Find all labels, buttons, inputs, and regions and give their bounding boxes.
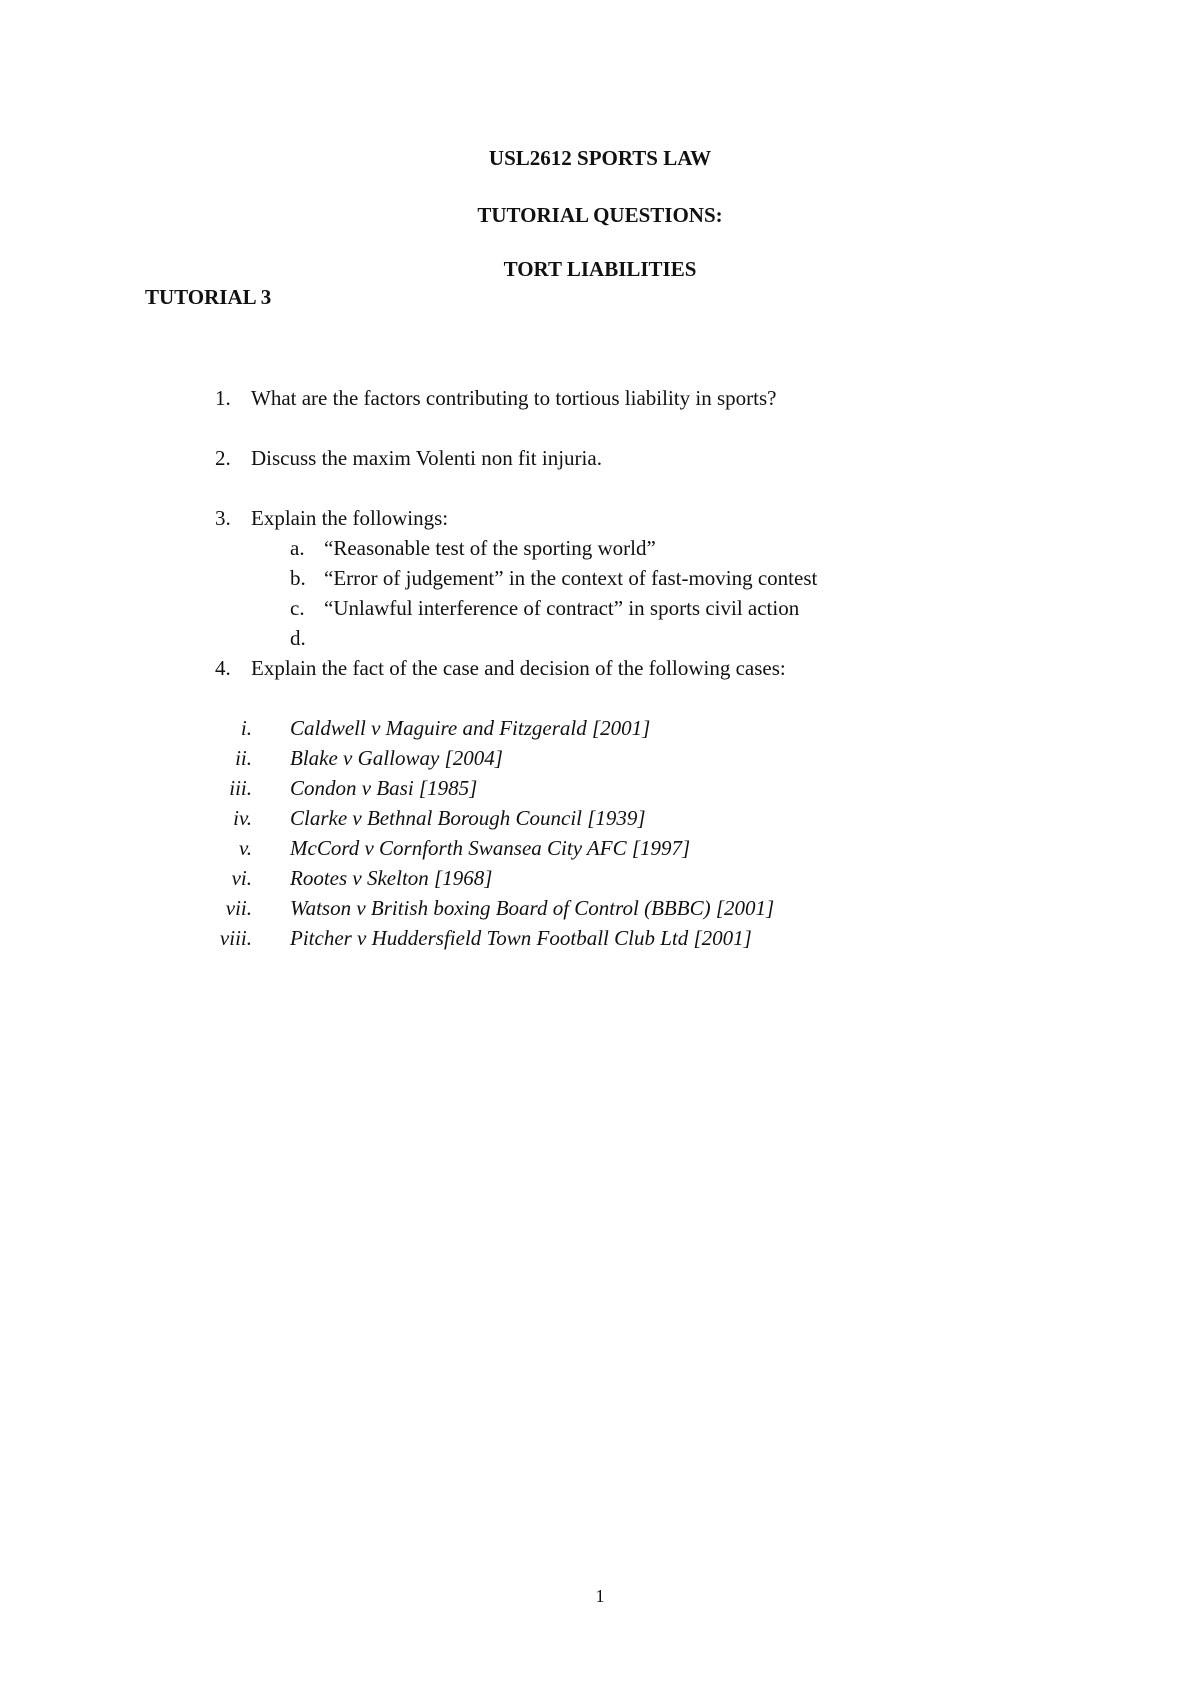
question-number: 3.: [215, 506, 231, 530]
sub-item-text: “Error of judgement” in the context of fast-moving contest: [324, 566, 818, 590]
sub-item-letter: d.: [290, 626, 306, 650]
course-title: USL2612 SPORTS LAW: [488, 146, 712, 170]
case-citation: Blake v Galloway [2004]: [290, 746, 503, 770]
question-text: Explain the fact of the case and decision of the following cases:: [251, 656, 786, 680]
question-text: Explain the followings:: [251, 506, 449, 530]
sub-item-text: “Unlawful interference of contract” in sports civil action: [324, 596, 800, 620]
question-text: Discuss the maxim Volenti non fit injuria.: [251, 446, 602, 470]
case-item: [290, 926, 1090, 952]
sub-item-letter: b.: [290, 566, 306, 590]
sub-item: [290, 536, 1090, 562]
question-item: [215, 506, 1115, 532]
case-item: [290, 896, 1090, 922]
case-numeral-box: [200, 776, 252, 802]
case-citation: Pitcher v Huddersfield Town Football Club Ltd [2001]: [290, 926, 752, 950]
topic-title: TORT LIABILITIES: [503, 257, 697, 281]
sub-item-letter: a.: [290, 536, 305, 560]
case-item: [290, 836, 1090, 862]
case-numeral-box: [200, 836, 252, 862]
page-number: 1: [595, 1586, 605, 1606]
question-number: 2.: [215, 446, 231, 470]
case-item: [290, 716, 1090, 742]
case-numeral-box: [200, 926, 252, 952]
question-text: What are the factors contributing to tortious liability in sports?: [251, 386, 777, 410]
case-numeral: iii.: [229, 776, 252, 800]
case-citation: Clarke v Bethnal Borough Council [1939]: [290, 806, 646, 830]
case-numeral: vii.: [225, 896, 252, 920]
case-numeral: viii.: [219, 926, 252, 950]
sub-item: [290, 596, 1090, 622]
question-number: 4.: [215, 656, 231, 680]
case-numeral: vi.: [231, 866, 252, 890]
case-numeral-box: [200, 716, 252, 742]
case-citation: Watson v British boxing Board of Control (BBBC) [2001]: [290, 896, 775, 920]
case-numeral-box: [200, 806, 252, 832]
case-citation: McCord v Cornforth Swansea City AFC [1997]: [290, 836, 691, 860]
case-item: [290, 746, 1090, 772]
question-item: [215, 446, 1115, 472]
sub-item: [290, 566, 1090, 592]
sub-item: [290, 626, 1090, 652]
case-item: [290, 776, 1090, 802]
sub-item-letter: c.: [290, 596, 305, 620]
case-item: [290, 866, 1090, 892]
case-numeral: ii.: [235, 746, 252, 770]
tutorial-label: TUTORIAL 3: [145, 285, 272, 309]
case-numeral-box: [200, 896, 252, 922]
case-citation: Caldwell v Maguire and Fitzgerald [2001]: [290, 716, 651, 740]
case-numeral-box: [200, 866, 252, 892]
case-numeral: iv.: [233, 806, 252, 830]
document-subtitle: TUTORIAL QUESTIONS:: [477, 203, 723, 227]
case-numeral: i.: [240, 716, 252, 740]
question-item: [215, 656, 1115, 682]
case-numeral: v.: [238, 836, 252, 860]
case-citation: Rootes v Skelton [1968]: [290, 866, 493, 890]
question-number: 1.: [215, 386, 231, 410]
question-item: [215, 386, 1115, 412]
case-item: [290, 806, 1090, 832]
case-citation: Condon v Basi [1985]: [290, 776, 478, 800]
sub-item-text: “Reasonable test of the sporting world”: [324, 536, 656, 560]
case-numeral-box: [200, 746, 252, 772]
